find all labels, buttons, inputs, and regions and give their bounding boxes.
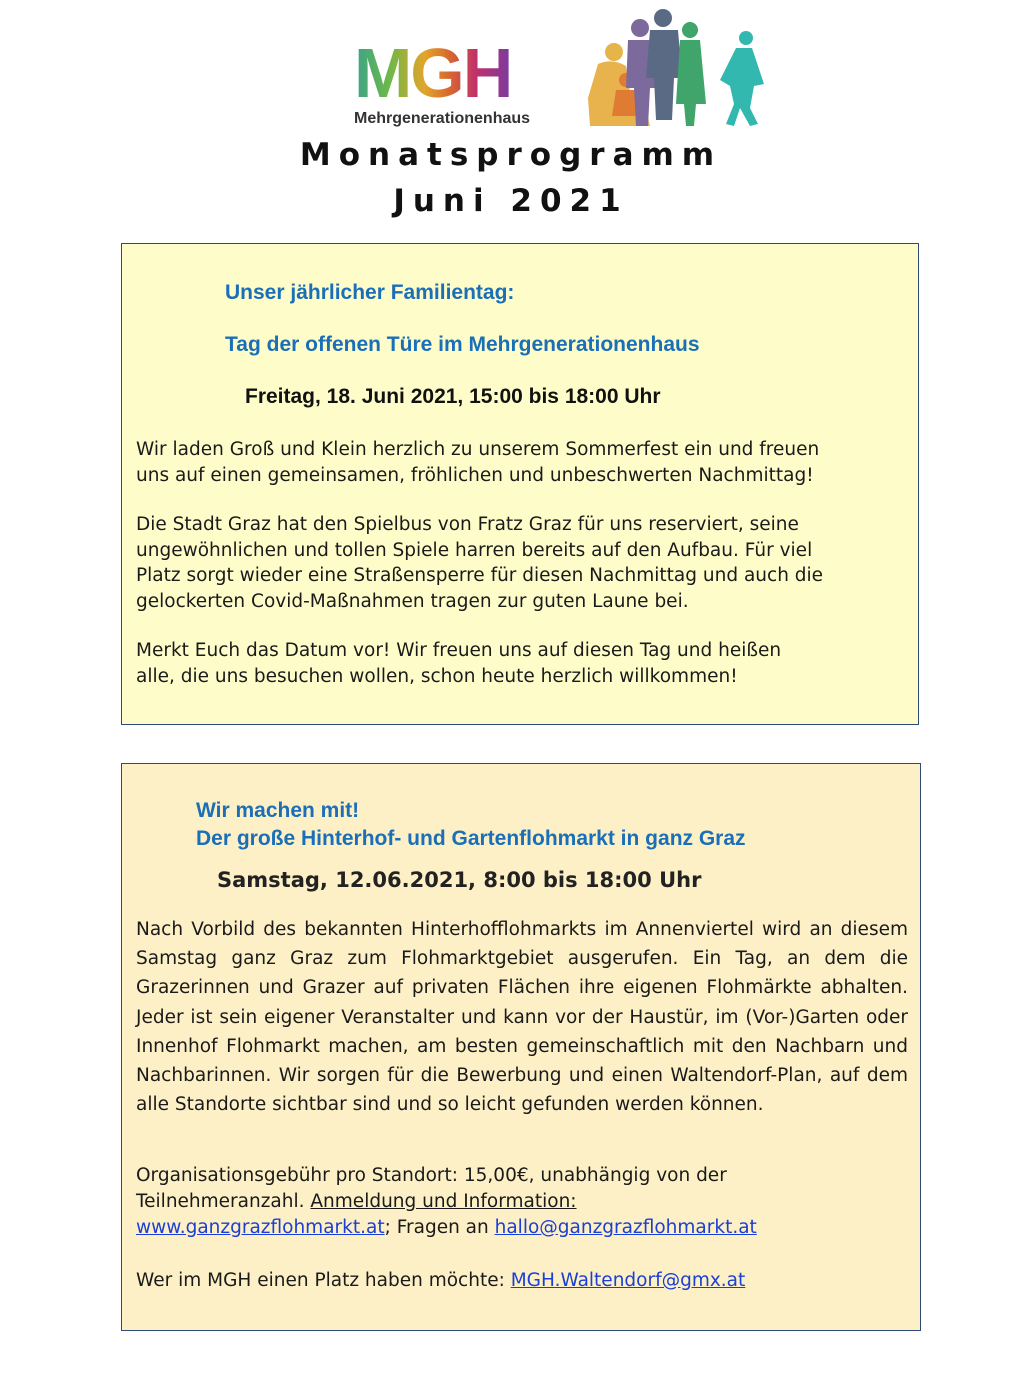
flea-market-description: Nach Vorbild des bekannten Hinterhofflohmarkts im Annenviertel wird an diesem Samstag ganz Graz zum Flohmarktgebiet ausgerufen. Ein Tag, an dem die Grazerinnen und Grazer auf privaten Flächen ihre eigenen Flohmärkte abhalten. Jeder ist sein eigener Veranstalter und kann vor der Haustür, im (Vor-)Garten oder Innenhof Flohmarkt machen, am besten gemeinschaftlich mit den Nachbarn und Nachbarinnen. Wir sorgen für die Bewerbung und einen Waltendorf-Plan, auf dem alle Standorte sichtbar sind und so leicht gefunden werden können. [136,919,908,1116]
flea-market-fee-info: Organisationsgebühr pro Standort: 15,00€, unabhängig von der Teilnehmeranzahl. Anmeldung und Information: www.ganzgrazflohmarkt.at; Fragen an hallo@ganzgrazflohmarkt.at [136,1165,757,1238]
website-link[interactable]: www.ganzgrazflohmarkt.at [136,1217,385,1238]
flea-market-date: Samstag, 12.06.2021, 8:00 bis 18:00 Uhr [217,868,702,892]
family-day-heading: Unser jährlicher Familientag: [225,281,515,304]
mgh-contact: Wer im MGH einen Platz haben möchte: MGH.Waltendorf@gmx.at [136,1270,746,1291]
logo-letters: MGH [354,34,512,112]
flea-market-subheading: Der große Hinterhof- und Gartenflohmarkt in ganz Graz [196,827,746,850]
email-link[interactable]: hallo@ganzgrazflohmarkt.at [494,1217,757,1238]
family-day-date: Freitag, 18. Juni 2021, 15:00 bis 18:00 Uhr [245,385,661,408]
logo-subtitle: Mehrgenerationenhaus [354,110,531,127]
open-day-heading: Tag der offenen Türe im Mehrgenerationenhaus [225,333,700,356]
mgh-logo [350,8,770,130]
family-day-paragraph-3: Merkt Euch das Datum vor! Wir freuen uns auf diesen Tag und heißen alle, die uns besuchen wollen, schon heute herzlich willkommen! [136,640,782,687]
page-title: Monatsprogramm [299,137,723,173]
mgh-email-link[interactable]: MGH.Waltendorf@gmx.at [510,1270,746,1291]
family-day-paragraph-2: Die Stadt Graz hat den Spielbus von Fratz Graz für uns reserviert, seine ungewöhnlichen und tollen Spiele harren bereits auf den Aufbau. Für viel Platz sorgt wieder eine Straßensperre für diesen Nachmittag und auch die gelockerten Covid-Maßnahmen tragen zur guten Laune bei. [136,514,824,612]
family-day-paragraph-1: Wir laden Groß und Klein herzlich zu unserem Sommerfest ein und freuen uns auf einen gemeinsamen, fröhlichen und unbeschwerten Nachmittag! [136,439,820,486]
registration-info-label: Anmeldung und Information: [310,1191,577,1212]
flea-market-heading: Wir machen mit! [196,799,360,822]
page-subtitle: Juni 2021 [393,183,629,219]
